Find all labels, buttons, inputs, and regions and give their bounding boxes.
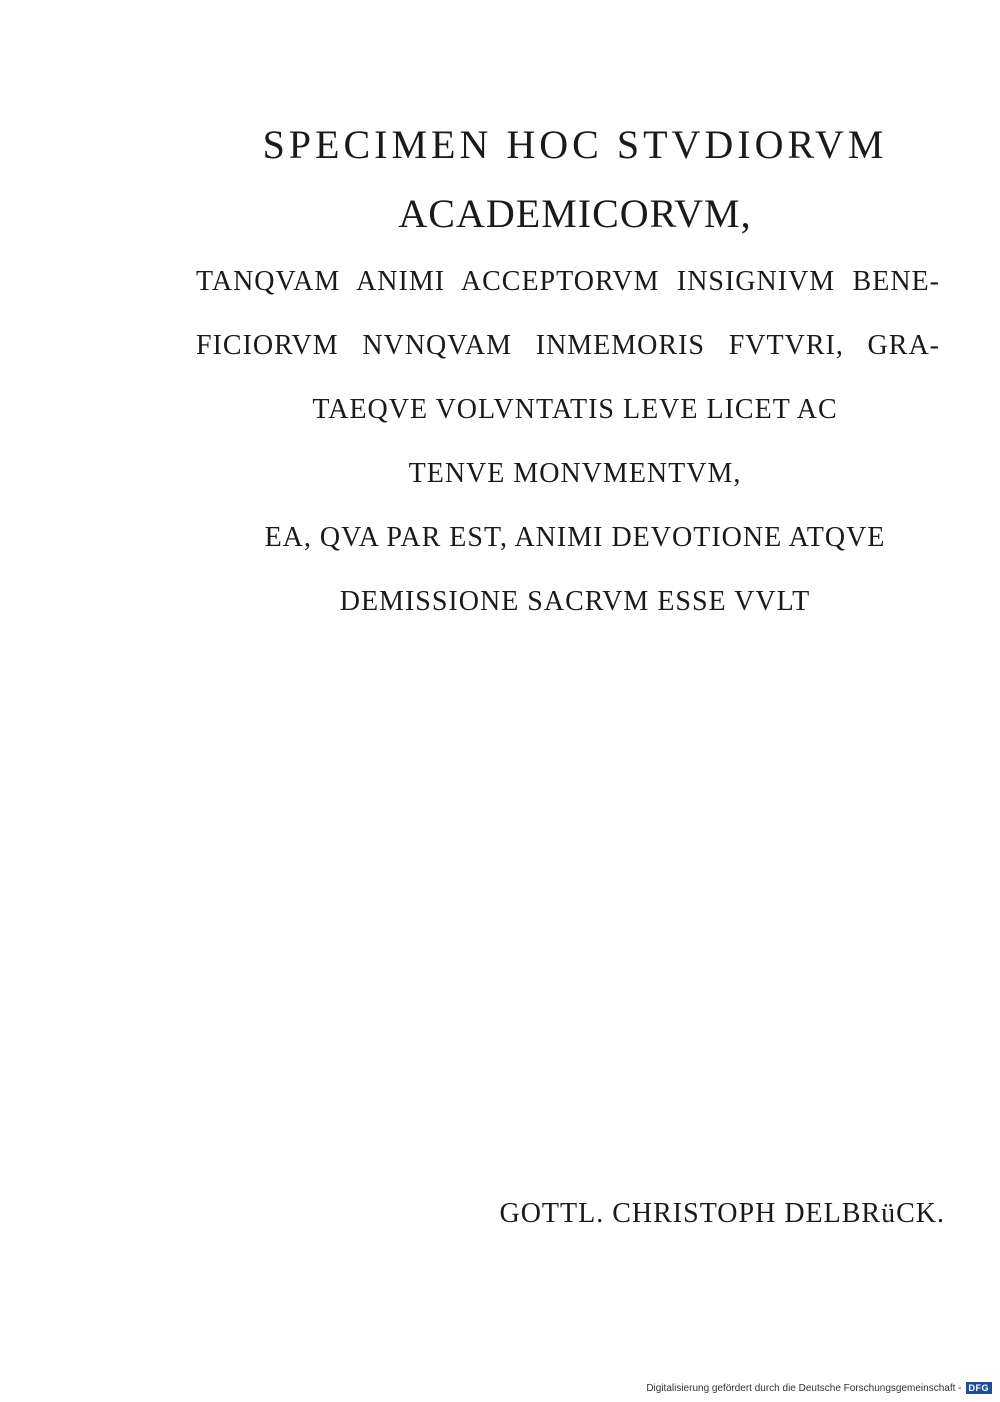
dedication-line-4: FICIORVM NVNQVAM INMEMORIS FVTVRI, GRA- — [196, 330, 940, 361]
dedication-block — [180, 112, 970, 634]
dedication-line-6: TENVE MONVMENTVM, — [408, 458, 742, 489]
footer-text: Digitalisierung gefördert durch die Deutsche Forschungsgemeinschaft - — [646, 1382, 962, 1394]
author-signature: GOTTL. CHRISTOPH DELBRüCK. — [499, 1198, 945, 1229]
dedication-line-5: TAEQVE VOLVNTATIS LEVE LICET AC — [312, 394, 838, 425]
dedication-line-7: EA, QVA PAR EST, ANIMI DEVOTIONE ATQVE — [264, 522, 886, 553]
dedication-line-3: TANQVAM ANIMI ACCEPTORVM INSIGNIVM BENE- — [196, 266, 940, 297]
dedication-line-2: ACADEMICORVM, — [398, 191, 752, 236]
digitization-footer — [646, 1382, 992, 1394]
dedication-line-8: DEMISSIONE SACRVM ESSE VVLT — [339, 586, 811, 617]
dedication-line-1: SPECIMEN HOC STVDIORVM — [262, 122, 888, 167]
dfg-logo: DFG — [966, 1382, 993, 1394]
